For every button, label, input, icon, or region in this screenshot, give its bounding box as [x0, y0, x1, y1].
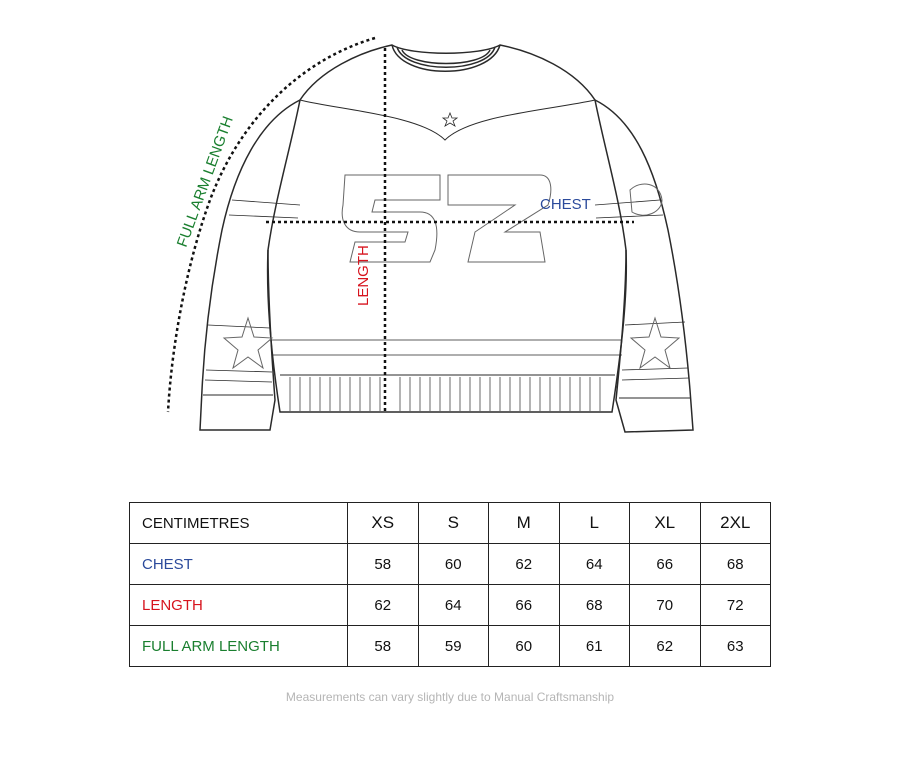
table-cell: 60: [418, 544, 489, 585]
sleeve-bands: [229, 200, 663, 218]
row-label-chest: CHEST: [130, 544, 348, 585]
table-row: [130, 585, 771, 626]
size-header: 2XL: [700, 503, 771, 544]
sweater-body: [268, 45, 627, 412]
table-cell: 63: [700, 626, 771, 667]
table-cell: 58: [348, 544, 419, 585]
table-cell: 70: [630, 585, 701, 626]
table-cell: 66: [630, 544, 701, 585]
size-header: XS: [348, 503, 419, 544]
table-cell: 72: [700, 585, 771, 626]
row-label-arm: FULL ARM LENGTH: [130, 626, 348, 667]
left-sleeve-star-icon: [224, 318, 272, 368]
left-sleeve-stripes: [205, 325, 272, 382]
hem-rib-lines: [290, 377, 600, 411]
table-cell: 62: [489, 544, 560, 585]
body-stripe: [272, 340, 622, 355]
size-header: M: [489, 503, 560, 544]
right-sleeve-logo-graphic: [630, 184, 662, 215]
chest-number-graphic: [342, 175, 551, 262]
table-cell: 64: [418, 585, 489, 626]
length-diagram-label: LENGTH: [355, 245, 372, 306]
sweater-outline: [200, 45, 693, 432]
table-cell: 68: [700, 544, 771, 585]
table-row: [130, 626, 771, 667]
size-header-row: [130, 503, 771, 544]
footnote: Measurements can vary slightly due to Manual Craftsmanship: [285, 690, 615, 704]
right-sleeve: [595, 100, 693, 432]
size-chart: [129, 502, 771, 667]
size-header: S: [418, 503, 489, 544]
size-header: XL: [630, 503, 701, 544]
table-cell: 66: [489, 585, 560, 626]
row-label-length: LENGTH: [130, 585, 348, 626]
table-cell: 60: [489, 626, 560, 667]
table-cell: 64: [559, 544, 630, 585]
table-cell: 62: [630, 626, 701, 667]
table-cell: 68: [559, 585, 630, 626]
right-sleeve-stripes: [622, 322, 689, 380]
arm-diagram-label: FULL ARM LENGTH: [173, 114, 237, 250]
right-sleeve-star-icon: [631, 318, 679, 368]
table-cell: 61: [559, 626, 630, 667]
table-row: [130, 544, 771, 585]
units-header: CENTIMETRES: [130, 503, 348, 544]
chest-diagram-label: CHEST: [540, 196, 591, 213]
table-cell: 59: [418, 626, 489, 667]
collar-star-icon: [443, 113, 457, 126]
size-header: L: [559, 503, 630, 544]
size-table: [129, 502, 771, 667]
table-cell: 58: [348, 626, 419, 667]
yoke-line: [300, 100, 595, 140]
table-cell: 62: [348, 585, 419, 626]
